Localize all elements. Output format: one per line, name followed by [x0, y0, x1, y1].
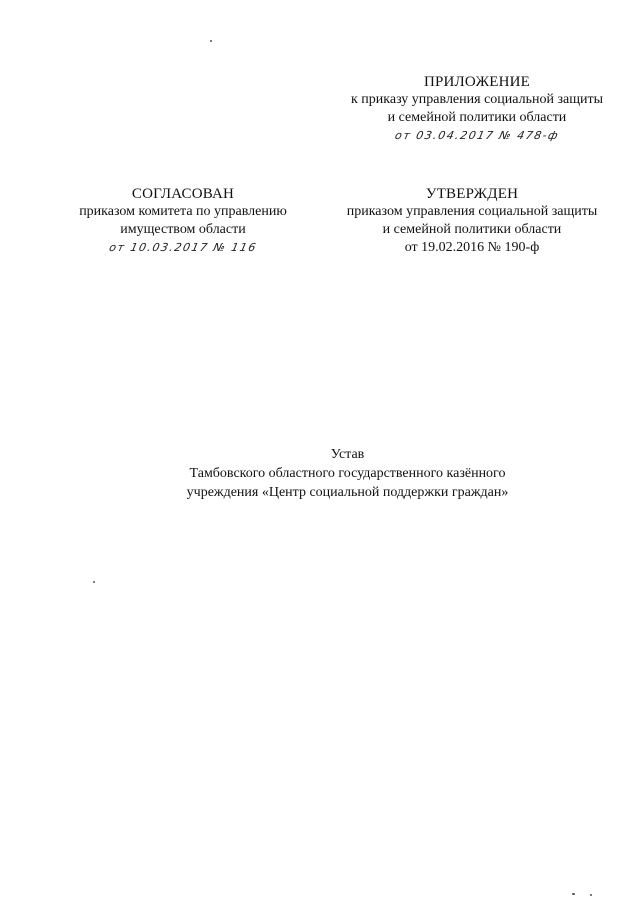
document-title-line-3: учреждения «Центр социальной поддержки граждан»	[186, 485, 509, 500]
agreed-line-1: приказом комитета по управлению	[79, 204, 287, 219]
agreed-handwritten-date-number: от 10.03.2017 № 116	[107, 241, 259, 254]
scan-speck	[572, 893, 575, 895]
appendix-block	[332, 73, 622, 145]
document-title-line-2: Тамбовского областного государственного казённого	[189, 466, 506, 481]
scan-speck	[590, 894, 592, 896]
agreed-heading: СОГЛАСОВАН	[131, 186, 235, 202]
document-title-block	[150, 445, 545, 502]
appendix-heading: ПРИЛОЖЕНИЕ	[423, 74, 531, 90]
approved-heading: УТВЕРЖДЕН	[425, 186, 519, 202]
appendix-line-2: и семейной политики области	[387, 110, 567, 125]
scan-speck	[210, 40, 212, 42]
agreed-block	[48, 185, 318, 257]
document-title-line-1: Устав	[330, 447, 365, 462]
approved-line-3: от 19.02.2016 № 190-ф	[404, 240, 540, 255]
approved-block	[322, 185, 622, 257]
approved-line-2: и семейной политики области	[382, 222, 562, 237]
approved-line-1: приказом управления социальной защиты	[346, 204, 598, 219]
appendix-line-1: к приказу управления социальной защиты	[350, 92, 603, 107]
agreed-line-2: имуществом области	[120, 222, 246, 237]
scan-speck	[93, 581, 95, 583]
appendix-handwritten-date-number: от 03.04.2017 № 478-ф	[393, 129, 561, 142]
